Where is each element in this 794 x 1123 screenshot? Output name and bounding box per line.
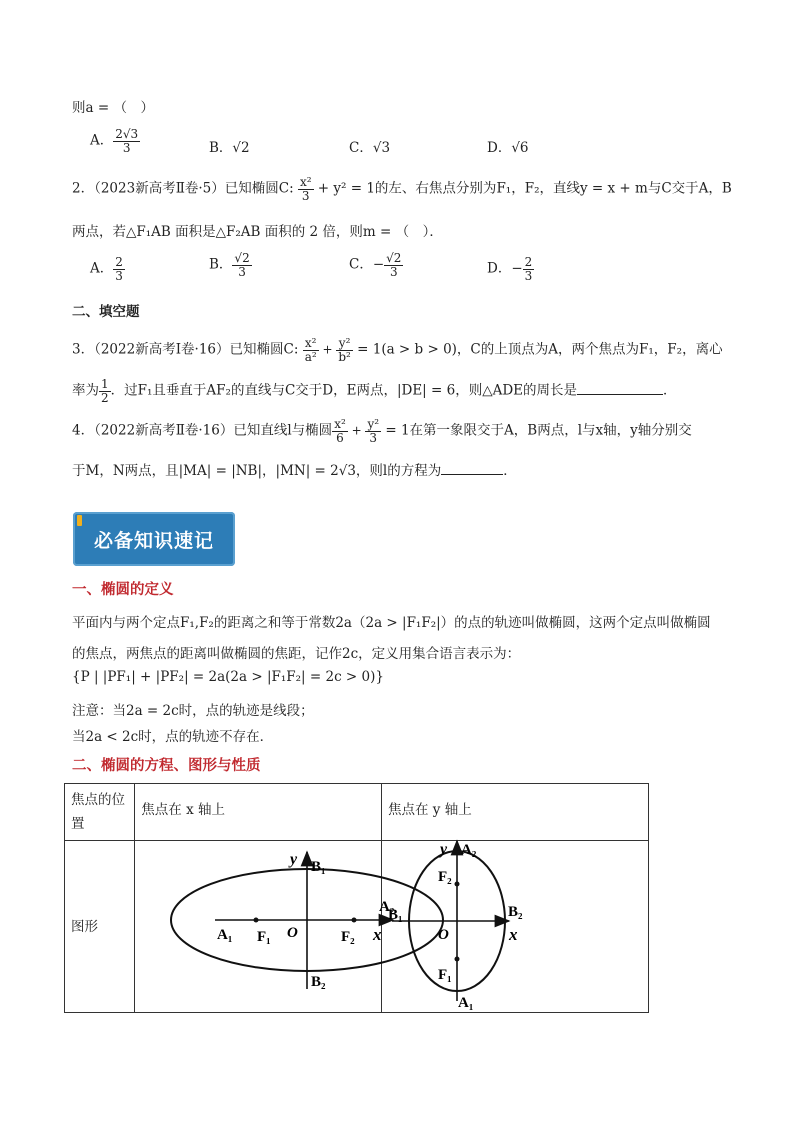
question-number: 2． <box>72 180 95 197</box>
x-axis-label: x <box>509 925 518 944</box>
badge-marker <box>77 515 82 526</box>
section-heading-fill-blank: 二、填空题 <box>72 304 140 320</box>
definition-line-1: 平面内与两个定点F₁,F₂的距离之和等于常数2a（2a > |F₁F₂|）的点的轨迹叫做椭圆，这两个定点叫做椭圆 <box>72 615 711 631</box>
option-value: √6 <box>511 140 529 156</box>
question-source: （2022新高考Ⅰ卷·16） <box>94 341 230 358</box>
q2-option-d <box>487 256 534 282</box>
header-text: 焦点的位 <box>71 792 125 808</box>
question-text: ，直线y = x + m与C交于A，B <box>539 180 732 197</box>
frac-denominator: 2 <box>101 390 109 405</box>
vertex-label: A₂ <box>461 842 477 858</box>
q4-line2 <box>72 459 517 479</box>
definition-heading: 一、椭圆的定义 <box>72 582 174 598</box>
question-text: ． <box>503 463 517 479</box>
question-number: 3． <box>72 341 95 358</box>
focus-label: F₁ <box>257 929 271 945</box>
frac-numerator: 2 <box>524 255 533 269</box>
definition-set-notation: {P | |PF₁| + |PF₂| = 2a(2a > |F₁F₂| = 2c > 0)} <box>72 669 384 685</box>
table-header-row <box>65 784 649 841</box>
frac-numerator: y² <box>367 417 380 431</box>
header-text: 置 <box>71 816 85 832</box>
question-text: F₁，F₂ <box>496 180 540 197</box>
focus-point <box>455 957 460 962</box>
question-text: = 1在第一象限交于A，B两点，l与x轴，y轴分别交 <box>381 422 692 439</box>
focus-label: F₂ <box>438 869 452 885</box>
q2-line1 <box>72 176 732 202</box>
table-row <box>65 841 649 1013</box>
question-text: ．过F₁且垂直于AF₂的直线与C交于D，E两点，|DE| = 6，则△ADE的周长是 <box>110 382 578 399</box>
question-text: 已知椭圆C: <box>224 180 298 197</box>
ellipse-x-focus-figure <box>135 841 395 1012</box>
x-axis-label: x <box>373 925 382 944</box>
option-letter: A． <box>90 260 114 277</box>
answer-blank[interactable] <box>441 462 503 475</box>
frac-numerator: y² <box>336 337 353 351</box>
frac-numerator: 2 <box>115 255 123 269</box>
option-letter: A． <box>90 132 114 149</box>
properties-table <box>64 783 649 1013</box>
frac-numerator: √2 <box>386 251 402 265</box>
question-text: 已知直线l与椭圆 <box>233 422 333 439</box>
question-text: 于M，N两点，且|MA| = |NB|，|MN| = 2√3，则l的方程为 <box>72 463 442 479</box>
vertex-label: B₁ <box>388 907 403 923</box>
q2-option-b <box>209 252 252 278</box>
question-text: 率为 <box>72 382 99 399</box>
frac-numerator: x² <box>303 337 319 351</box>
frac-denominator: 3 <box>301 188 310 203</box>
option-letter: C． <box>349 256 373 273</box>
q1-option-c <box>349 136 390 156</box>
table-header-cell: 焦点在 x 轴上 <box>135 784 382 841</box>
q1-option-b <box>209 136 250 156</box>
question-number: 4． <box>72 422 95 439</box>
frac-sign: − <box>372 256 385 273</box>
q1-option-d <box>487 136 529 156</box>
section-badge <box>73 512 235 566</box>
origin-label: O <box>438 927 449 943</box>
option-letter: B． <box>209 256 233 273</box>
table-header-cell <box>65 784 135 841</box>
definition-note-2: 当2a < 2c时，点的轨迹不存在． <box>72 729 274 745</box>
vertex-label: A₁ <box>458 995 474 1011</box>
properties-heading: 二、椭圆的方程、图形与性质 <box>72 758 261 774</box>
focus-point <box>254 918 259 923</box>
focus-label: F₁ <box>438 967 452 983</box>
frac-numerator: 1 <box>101 377 109 391</box>
frac-denominator: b² <box>338 349 351 364</box>
question-source: （2023新高考Ⅱ卷·5） <box>94 180 225 197</box>
q1-option-a <box>90 128 140 154</box>
question-text: + y² = 1的左、右焦点分别为 <box>313 180 497 197</box>
table-header-cell: 焦点在 y 轴上 <box>382 784 649 841</box>
y-axis-label: y <box>290 851 298 868</box>
table-row-label: 图形 <box>65 841 135 1013</box>
vertex-label: B₁ <box>311 859 326 875</box>
focus-point <box>455 882 460 887</box>
question-source: （2022新高考Ⅱ卷·16） <box>94 422 234 439</box>
option-value: √3 <box>372 140 391 156</box>
frac-denominator: 3 <box>238 264 246 279</box>
vertex-label: A₂ <box>379 899 395 915</box>
frac-denominator: 3 <box>369 430 378 445</box>
q4-line1: 4．（2022新高考Ⅱ卷·16）已知直线l与椭圆 $\frac{\text{x²}}{6}$ + $\frac{\text{y²}}{3}$ = 1在第一象限交于A，B两点，l与x轴，y轴分别交 <box>72 417 692 445</box>
q2-line2: 两点，若△F₁AB 面积是△F₂AB 面积的 2 倍，则m = （ ）． <box>72 224 443 240</box>
q3-line2 <box>72 378 677 404</box>
q3-line1: 3．（2022新高考Ⅰ卷·16）已知椭圆C: $\frac{\text{x²}}{\text{a²}}$ + $\frac{\text{y²}}{\text{b²}}$ = 1(a > b > 0)，C的上顶点为A，两个焦点为F₁，F₂，离心 <box>72 336 723 364</box>
frac-denominator: 3 <box>115 268 123 283</box>
definition-note-1: 注意：当2a = 2c时，点的轨迹是线段； <box>72 703 314 719</box>
focus-point <box>352 918 357 923</box>
option-letter: D． <box>487 140 512 156</box>
option-letter: C． <box>349 140 373 156</box>
option-value: √2 <box>232 140 250 156</box>
option-a-denominator: 3 <box>122 140 131 155</box>
answer-blank[interactable] <box>577 382 663 395</box>
definition-line-2: 的焦点，两焦点的距离叫做椭圆的焦距，记作2c，定义用集合语言表示为： <box>72 646 521 662</box>
vertex-label: A₁ <box>217 927 233 943</box>
y-axis-label: y <box>440 841 448 858</box>
figure-cell-x-axis <box>135 841 395 1013</box>
question-text: ． <box>663 382 677 399</box>
question-text: 已知椭圆C: <box>229 341 303 358</box>
frac-numerator: x² <box>299 175 312 189</box>
question-text: = 1(a > b > 0)，C的上顶点为A，两个焦点为F₁，F₂，离心 <box>352 341 723 358</box>
q2-option-a <box>90 256 125 282</box>
frac-denominator: a² <box>304 349 317 364</box>
option-letter: D． <box>487 260 512 277</box>
focus-label: F₂ <box>341 929 355 945</box>
frac-denominator: 3 <box>524 268 533 283</box>
q2-option-c <box>349 252 403 278</box>
option-letter: B． <box>209 140 233 156</box>
frac-numerator: x² <box>334 417 346 431</box>
vertex-label: B₂ <box>311 974 326 990</box>
frac-denominator: 6 <box>336 430 344 445</box>
q1-stem: 则a = （ ） <box>72 100 154 116</box>
ellipse-y-focus-figure <box>382 841 648 1012</box>
vertex-label: B₂ <box>508 904 523 920</box>
frac-numerator: √2 <box>234 251 250 265</box>
option-a-numerator: 2√3 <box>115 127 139 141</box>
origin-label: O <box>287 925 299 941</box>
badge-text: 必备知识速记 <box>93 530 214 552</box>
figure-cell-y-axis <box>382 841 649 1013</box>
frac-sign: − <box>511 260 523 277</box>
frac-denominator: 3 <box>389 264 398 279</box>
